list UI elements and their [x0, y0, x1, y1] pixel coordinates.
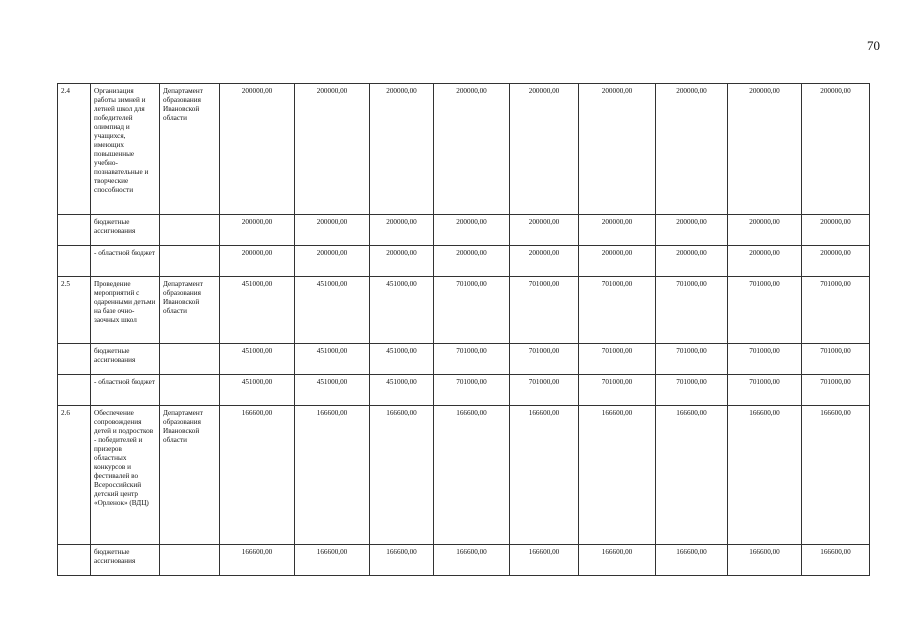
value-cell: 701000,00 — [510, 344, 579, 375]
value-cell: 451000,00 — [220, 375, 295, 406]
value-cell: 166600,00 — [728, 545, 802, 576]
row-name-cell: бюджетные ассигнования — [91, 545, 160, 576]
row-name-cell: бюджетные ассигнования — [91, 344, 160, 375]
value-cell: 166600,00 — [295, 406, 370, 545]
row-executor-cell — [160, 246, 220, 277]
page-number: 70 — [867, 38, 880, 53]
row-executor-cell: Департамент образования Ивановской области — [160, 84, 220, 215]
value-cell: 451000,00 — [295, 375, 370, 406]
value-cell: 200000,00 — [370, 246, 434, 277]
row-code-cell — [58, 344, 91, 375]
value-cell: 701000,00 — [579, 344, 656, 375]
value-cell: 166600,00 — [510, 406, 579, 545]
value-cell: 200000,00 — [295, 246, 370, 277]
value-cell: 200000,00 — [434, 246, 510, 277]
budget-table — [57, 83, 870, 576]
value-cell: 701000,00 — [802, 344, 870, 375]
value-cell: 701000,00 — [579, 375, 656, 406]
row-code-cell: 2.5 — [58, 277, 91, 344]
row-executor-cell: Департамент образования Ивановской области — [160, 277, 220, 344]
value-cell: 701000,00 — [802, 375, 870, 406]
row-name-cell: - областной бюджет — [91, 375, 160, 406]
value-cell: 451000,00 — [370, 375, 434, 406]
table-row — [58, 84, 870, 215]
value-cell: 701000,00 — [728, 344, 802, 375]
value-cell: 701000,00 — [510, 277, 579, 344]
value-cell: 166600,00 — [434, 545, 510, 576]
row-name-cell: Проведение мероприятий с одаренными детьми на базе очно-заочных школ — [91, 277, 160, 344]
value-cell: 166600,00 — [370, 545, 434, 576]
value-cell: 166600,00 — [656, 545, 728, 576]
value-cell: 200000,00 — [579, 246, 656, 277]
value-cell: 200000,00 — [220, 84, 295, 215]
value-cell: 200000,00 — [510, 84, 579, 215]
value-cell: 200000,00 — [370, 215, 434, 246]
value-cell: 200000,00 — [579, 84, 656, 215]
value-cell: 200000,00 — [434, 84, 510, 215]
value-cell: 200000,00 — [728, 84, 802, 215]
value-cell: 701000,00 — [656, 344, 728, 375]
value-cell: 701000,00 — [728, 375, 802, 406]
value-cell: 200000,00 — [802, 215, 870, 246]
value-cell: 200000,00 — [728, 246, 802, 277]
value-cell: 166600,00 — [656, 406, 728, 545]
row-name-cell: Обеспечение сопровождения детей и подростков - победителей и призеров областных конкурсов и фестивалей во Всероссийский детский центр «Орленок» (ВДЦ) — [91, 406, 160, 545]
value-cell: 451000,00 — [295, 344, 370, 375]
value-cell: 701000,00 — [656, 375, 728, 406]
value-cell: 701000,00 — [802, 277, 870, 344]
value-cell: 200000,00 — [579, 215, 656, 246]
value-cell: 166600,00 — [220, 406, 295, 545]
value-cell: 166600,00 — [510, 545, 579, 576]
table-row — [58, 215, 870, 246]
value-cell: 200000,00 — [656, 215, 728, 246]
value-cell: 451000,00 — [370, 344, 434, 375]
row-name-cell: бюджетные ассигнования — [91, 215, 160, 246]
value-cell: 200000,00 — [370, 84, 434, 215]
value-cell: 200000,00 — [510, 246, 579, 277]
value-cell: 166600,00 — [579, 545, 656, 576]
value-cell: 200000,00 — [510, 215, 579, 246]
value-cell: 166600,00 — [295, 545, 370, 576]
value-cell: 166600,00 — [802, 545, 870, 576]
value-cell: 166600,00 — [220, 545, 295, 576]
table-row — [58, 406, 870, 545]
value-cell: 701000,00 — [579, 277, 656, 344]
value-cell: 166600,00 — [579, 406, 656, 545]
value-cell: 200000,00 — [656, 84, 728, 215]
value-cell: 200000,00 — [728, 215, 802, 246]
row-code-cell: 2.4 — [58, 84, 91, 215]
value-cell: 200000,00 — [802, 84, 870, 215]
value-cell: 701000,00 — [656, 277, 728, 344]
value-cell: 701000,00 — [510, 375, 579, 406]
value-cell: 701000,00 — [434, 277, 510, 344]
value-cell: 451000,00 — [295, 277, 370, 344]
value-cell: 701000,00 — [434, 344, 510, 375]
table-row — [58, 246, 870, 277]
value-cell: 701000,00 — [728, 277, 802, 344]
value-cell: 200000,00 — [220, 215, 295, 246]
value-cell: 451000,00 — [370, 277, 434, 344]
value-cell: 200000,00 — [802, 246, 870, 277]
value-cell: 166600,00 — [434, 406, 510, 545]
value-cell: 200000,00 — [220, 246, 295, 277]
value-cell: 200000,00 — [295, 84, 370, 215]
row-code-cell: 2.6 — [58, 406, 91, 545]
row-executor-cell — [160, 545, 220, 576]
value-cell: 200000,00 — [295, 215, 370, 246]
value-cell: 166600,00 — [370, 406, 434, 545]
value-cell: 451000,00 — [220, 277, 295, 344]
value-cell: 451000,00 — [220, 344, 295, 375]
row-name-cell: Организация работы зимней и летней школ для победителей олимпиад и учащихся, имеющих повышенные учебно-познавательные и творческие способности — [91, 84, 160, 215]
value-cell: 200000,00 — [656, 246, 728, 277]
row-code-cell — [58, 246, 91, 277]
value-cell: 200000,00 — [434, 215, 510, 246]
row-executor-cell — [160, 215, 220, 246]
row-code-cell — [58, 375, 91, 406]
table-row — [58, 344, 870, 375]
row-executor-cell — [160, 375, 220, 406]
row-executor-cell: Департамент образования Ивановской области — [160, 406, 220, 545]
table-row — [58, 545, 870, 576]
table-row — [58, 277, 870, 344]
value-cell: 166600,00 — [802, 406, 870, 545]
row-code-cell — [58, 545, 91, 576]
value-cell: 166600,00 — [728, 406, 802, 545]
row-code-cell — [58, 215, 91, 246]
row-name-cell: - областной бюджет — [91, 246, 160, 277]
row-executor-cell — [160, 344, 220, 375]
table-row — [58, 375, 870, 406]
value-cell: 701000,00 — [434, 375, 510, 406]
